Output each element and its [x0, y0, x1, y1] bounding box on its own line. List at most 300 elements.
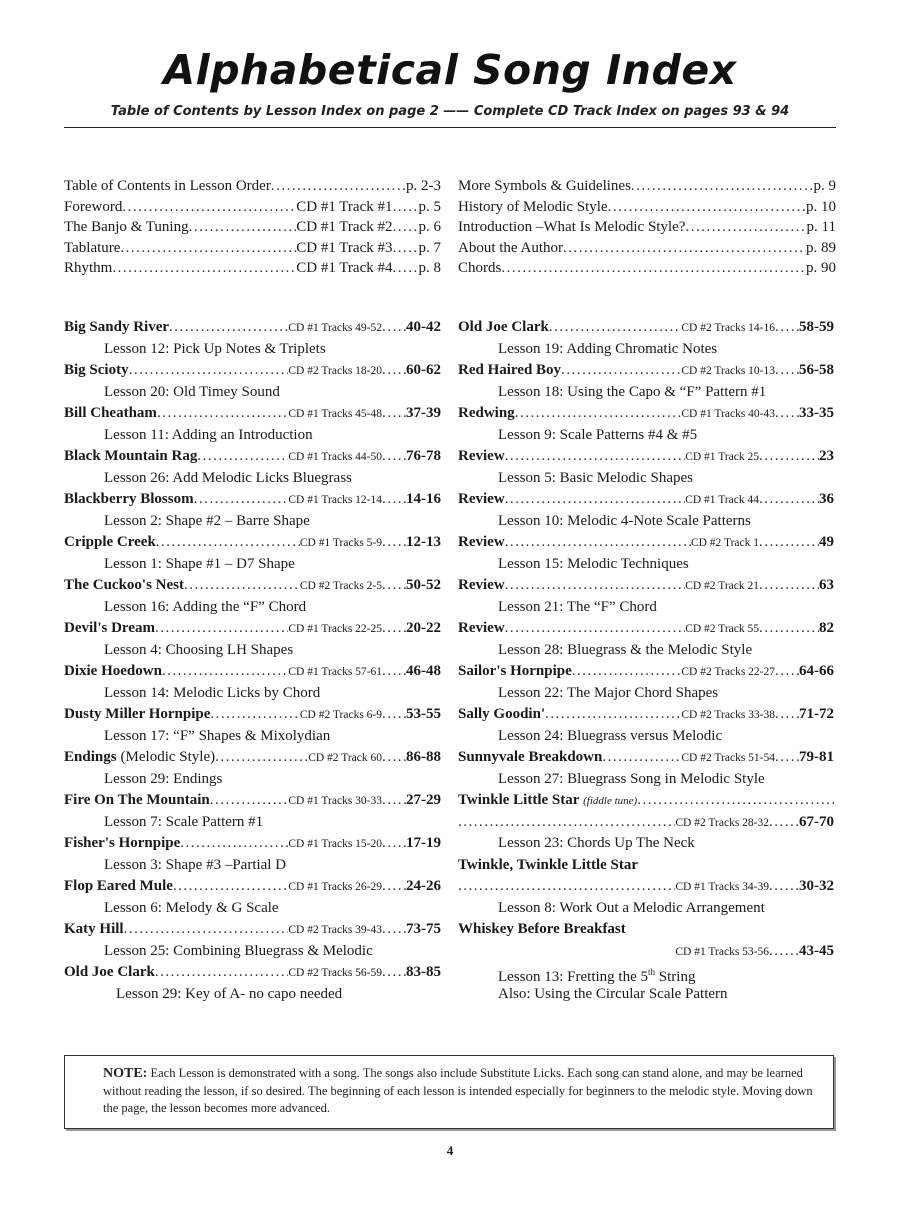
leader-dots — [210, 704, 300, 726]
lesson-label: Lesson 4: Choosing LH Shapes — [104, 641, 294, 658]
leader-dots — [122, 197, 296, 218]
toc-item-page: p. 10 — [806, 198, 836, 215]
song-entry — [458, 360, 834, 403]
leader-dots — [112, 258, 296, 279]
leader-dots — [180, 833, 288, 855]
cd-track: CD #1 Tracks 22-25 — [288, 623, 382, 635]
song-entry — [458, 489, 834, 532]
song-entry — [64, 618, 441, 661]
cd-track: CD #1 Tracks 45-48 — [288, 408, 382, 420]
page-title: Alphabetical Song Index — [163, 46, 737, 94]
cd-track: CD #2 Tracks 22-27 — [681, 666, 775, 678]
song-line — [458, 812, 834, 834]
toc-item-name: Rhythm — [64, 260, 113, 276]
lesson-superscript: th — [648, 967, 656, 977]
lesson-text: Lesson 13: Fretting the 5 — [498, 969, 648, 985]
song-entry — [64, 360, 441, 403]
song-entry — [64, 532, 441, 575]
lesson-label: Lesson 6: Melody & G Scale — [104, 899, 279, 916]
page-range: 58-59 — [799, 319, 834, 335]
cd-track: CD #2 Track 1 — [690, 537, 759, 549]
song-title: Sunnyvale Breakdown — [458, 749, 603, 765]
cd-track: CD #2 Tracks 28-32 — [675, 816, 769, 829]
song-line — [458, 704, 834, 726]
cd-track: CD #1 Tracks 40-43 — [681, 408, 775, 420]
song-title: Review — [458, 534, 505, 550]
page-subtitle: Table of Contents by Lesson Index on page 2 —— Complete CD Track Index on pages 93 & 94 — [110, 104, 790, 119]
lesson-label: Lesson 2: Shape #2 – Barre Shape — [104, 512, 310, 529]
song-entry — [458, 403, 834, 446]
lesson-label: Lesson 27: Bluegrass Song in Melodic Style — [498, 770, 765, 787]
toc-item-name: More Symbols & Guidelines — [458, 178, 631, 194]
note-text: Each Lesson is demonstrated with a song. The songs also include Substitute Licks. Each song can stand alone, and may be learned without reading the lesson, if so desired. The beginning of each lesson is intended especially for beginners to the melodic style. Moving down the page, the lesson becomes more advanced. — [103, 1066, 813, 1115]
song-line — [64, 489, 441, 511]
lesson-label: Lesson 23: Chords Up The Neck — [498, 835, 695, 851]
lesson-label: Lesson 14: Melodic Licks by Chord — [104, 684, 321, 701]
song-line — [64, 876, 441, 898]
page-range: 63 — [819, 577, 834, 593]
toc-item-page: p. 2-3 — [406, 178, 441, 194]
song-title: Black Mountain Rag — [64, 448, 198, 464]
page-range: 14-16 — [406, 491, 441, 507]
page-range: 49 — [819, 534, 834, 550]
cd-track: CD #1 Tracks 15-20 — [288, 838, 382, 850]
toc-row — [458, 238, 836, 259]
lesson-label: Lesson 16: Adding the “F” Chord — [104, 598, 307, 615]
leader-dots — [393, 258, 419, 279]
song-list-right — [458, 317, 834, 790]
lesson-label — [458, 962, 834, 984]
page-range: 64-66 — [799, 663, 834, 679]
leader-dots — [271, 176, 406, 197]
song-entry — [458, 575, 834, 618]
song-title: Review — [458, 620, 505, 636]
cd-track: CD #1 Tracks 44-50 — [288, 451, 382, 463]
toc-item-track: CD #1 Track #1 — [296, 198, 393, 215]
song-line — [64, 790, 441, 812]
page-range: 36 — [819, 491, 834, 507]
cd-track: CD #2 Tracks 51-54 — [681, 752, 775, 764]
toc-item-track: CD #1 Track #2 — [296, 219, 393, 235]
page-range: 37-39 — [406, 405, 441, 421]
page-range: 60-62 — [406, 362, 441, 378]
song-title: Fisher's Hornpipe — [64, 835, 181, 851]
lesson-label: Lesson 17: “F” Shapes & Mixolydian — [104, 727, 331, 744]
toc-item-name: Table of Contents in Lesson Order — [64, 178, 271, 194]
lesson-label: Lesson 29: Key of A- no capo needed — [116, 985, 343, 1002]
cd-track: CD #1 Tracks 26-29 — [288, 881, 382, 893]
leader-dots — [157, 403, 288, 425]
song-line — [458, 446, 834, 468]
leader-dots — [608, 197, 806, 218]
leader-dots — [215, 747, 308, 769]
song-title: Blackberry Blossom — [64, 491, 194, 507]
song-entry — [64, 876, 441, 919]
cd-track: CD #1 Tracks 30-33 — [288, 795, 382, 807]
title-divider — [64, 127, 836, 128]
song-line — [64, 575, 441, 597]
leader-dots — [393, 238, 419, 259]
song-entry — [458, 317, 834, 360]
song-title: Old Joe Clark — [64, 964, 155, 980]
leader-dots — [382, 489, 406, 511]
leader-dots — [769, 876, 799, 898]
leader-dots — [637, 790, 834, 812]
lesson-label: Lesson 20: Old Timey Sound — [104, 383, 280, 400]
leader-dots — [458, 812, 675, 834]
leader-dots — [775, 360, 799, 382]
song-title: Review — [458, 577, 505, 593]
song-title: Whiskey Before Breakfast — [458, 921, 626, 937]
page-range: 67-70 — [799, 813, 834, 830]
leader-dots — [197, 446, 288, 468]
song-title: Review — [458, 491, 505, 507]
song-title: Review — [458, 448, 505, 464]
song-title: Katy Hill — [64, 921, 124, 937]
toc-item-name: Introduction –What Is Melodic Style? — [458, 219, 686, 235]
song-line — [458, 876, 834, 898]
leader-dots — [775, 747, 799, 769]
page-range: 27-29 — [406, 792, 441, 808]
leader-dots — [382, 618, 406, 640]
song-qualifier: (Melodic Style) — [120, 749, 216, 765]
leader-dots — [769, 941, 799, 963]
cd-track: CD #1 Tracks 34-39 — [675, 881, 769, 893]
song-title: Cripple Creek — [64, 534, 156, 550]
lesson-label: Lesson 8: Work Out a Melodic Arrangement — [498, 899, 765, 916]
lesson-label: Lesson 9: Scale Patterns #4 & #5 — [498, 426, 698, 443]
front-matter-left — [64, 176, 441, 279]
page-number: 4 — [446, 1143, 454, 1158]
song-entry — [458, 446, 834, 489]
leader-dots — [382, 446, 406, 468]
song-title: Dixie Hoedown — [64, 663, 162, 679]
song-line — [64, 618, 441, 640]
cd-track: CD #2 Tracks 14-16 — [681, 322, 775, 334]
song-line — [458, 919, 834, 941]
leader-dots — [382, 532, 406, 554]
song-title: Sally Goodin' — [458, 706, 546, 722]
lesson-label: Lesson 15: Melodic Techniques — [498, 555, 689, 572]
song-entry — [458, 532, 834, 575]
lesson-label: Lesson 28: Bluegrass & the Melodic Style — [498, 641, 753, 658]
song-title: Devil's Dream — [64, 620, 155, 636]
page-range: 53-55 — [406, 706, 441, 722]
front-matter-right — [458, 176, 836, 279]
lesson-extra: Also: Using the Circular Scale Pattern — [498, 985, 728, 1002]
toc-row — [458, 217, 836, 238]
page-range: 17-19 — [406, 835, 441, 851]
song-title: Big Sandy River — [64, 319, 170, 335]
toc-item-page: p. 6 — [418, 219, 441, 235]
song-title: Dusty Miller Hornpipe — [64, 706, 211, 722]
toc-row — [458, 197, 836, 218]
leader-dots — [194, 489, 289, 511]
song-entry — [64, 575, 441, 618]
page-range: 40-42 — [406, 319, 441, 335]
song-line — [458, 360, 834, 382]
song-line — [458, 317, 834, 339]
song-line — [458, 790, 834, 812]
leader-dots — [458, 876, 675, 898]
leader-dots — [685, 217, 806, 238]
toc-row — [64, 197, 441, 218]
lesson-label: Lesson 21: The “F” Chord — [498, 598, 657, 615]
leader-dots — [382, 575, 406, 597]
page-range: 12-13 — [406, 534, 441, 550]
song-line — [458, 661, 834, 683]
page-range: 46-48 — [406, 663, 441, 679]
song-line — [458, 489, 834, 511]
song-title: Bill Cheatham — [64, 405, 157, 421]
cd-track: CD #2 Tracks 2-5 — [299, 580, 382, 592]
song-entry — [458, 661, 834, 704]
leader-dots — [505, 618, 686, 640]
song-line — [458, 941, 834, 963]
leader-dots — [156, 532, 300, 554]
song-entry — [64, 403, 441, 446]
song-entry — [64, 317, 441, 360]
page-range: 56-58 — [799, 362, 834, 378]
toc-row — [64, 217, 441, 238]
song-line — [64, 962, 441, 984]
leader-dots — [505, 489, 686, 511]
page-range: 20-22 — [406, 620, 441, 636]
leader-dots — [210, 790, 289, 812]
page-range: 83-85 — [406, 964, 441, 980]
toc-item-track: CD #1 Track #3 — [296, 239, 393, 256]
song-entry — [458, 704, 834, 747]
cd-track: CD #1 Tracks 53-56 — [675, 945, 769, 958]
leader-dots — [382, 919, 406, 941]
cd-track: CD #2 Track 21 — [685, 580, 759, 592]
song-title: Twinkle, Twinkle Little Star — [458, 856, 639, 873]
leader-dots — [501, 258, 806, 279]
song-entry — [64, 747, 441, 790]
song-line — [64, 747, 441, 769]
leader-dots — [124, 919, 289, 941]
note-label: NOTE: — [103, 1066, 148, 1081]
note-box — [64, 1055, 834, 1129]
toc-item-page: p. 7 — [418, 239, 441, 256]
toc-item-page: p. 5 — [418, 198, 441, 215]
toc-row — [458, 258, 836, 279]
leader-dots — [382, 403, 406, 425]
leader-dots — [505, 532, 691, 554]
toc-item-page: p. 89 — [806, 239, 836, 256]
song-note: (fiddle tune) — [583, 795, 638, 807]
leader-dots — [393, 197, 419, 218]
leader-dots — [561, 360, 681, 382]
song-index-right — [458, 317, 834, 1005]
song-entry — [458, 919, 834, 1005]
leader-dots — [155, 962, 289, 984]
toc-row — [64, 258, 441, 279]
song-entry — [64, 704, 441, 747]
song-entry — [64, 962, 441, 1005]
leader-dots — [120, 238, 296, 259]
leader-dots — [382, 962, 406, 984]
leader-dots — [759, 489, 819, 511]
leader-dots — [759, 532, 819, 554]
lesson-label: Lesson 5: Basic Melodic Shapes — [498, 469, 693, 486]
song-line — [64, 317, 441, 339]
leader-dots — [549, 317, 682, 339]
song-title: Old Joe Clark — [458, 319, 549, 335]
song-title: Big Scioty — [64, 362, 129, 378]
song-line — [458, 403, 834, 425]
leader-dots — [155, 618, 288, 640]
leader-dots — [382, 876, 406, 898]
toc-item-name: Tablature — [64, 239, 121, 256]
song-title: Red Haired Boy — [458, 362, 562, 378]
song-entry — [458, 855, 834, 920]
leader-dots — [393, 217, 419, 238]
page-range: 23 — [819, 448, 834, 464]
leader-dots — [602, 747, 681, 769]
song-line — [458, 532, 834, 554]
lesson-label: Lesson 11: Adding an Introduction — [104, 426, 313, 443]
leader-dots — [759, 618, 819, 640]
cd-track: CD #2 Tracks 39-43 — [288, 924, 382, 936]
song-entry — [64, 833, 441, 876]
leader-dots — [382, 747, 406, 769]
toc-row — [64, 238, 441, 259]
lesson-label: Lesson 19: Adding Chromatic Notes — [498, 340, 718, 357]
toc-item-page: p. 11 — [806, 219, 836, 235]
song-entry — [458, 747, 834, 790]
song-title: Endings — [64, 749, 117, 765]
toc-item-page: p. 9 — [813, 178, 836, 194]
song-line — [458, 618, 834, 640]
page-range: 86-88 — [406, 749, 441, 765]
song-line — [64, 446, 441, 468]
leader-dots — [184, 575, 300, 597]
song-entry — [458, 790, 834, 855]
cd-track: CD #2 Tracks 56-59 — [288, 967, 382, 979]
lesson-label: Lesson 18: Using the Capo & “F” Pattern #1 — [498, 383, 767, 400]
page-range: 33-35 — [799, 405, 834, 421]
page-range: 50-52 — [406, 577, 441, 593]
leader-dots — [775, 661, 799, 683]
leader-dots — [505, 446, 686, 468]
lesson-label: Lesson 29: Endings — [104, 770, 223, 787]
leader-dots — [563, 238, 806, 259]
leader-dots — [382, 833, 406, 855]
leader-dots — [382, 790, 406, 812]
lesson-label: Lesson 12: Pick Up Notes & Triplets — [104, 340, 326, 357]
leader-dots — [382, 360, 406, 382]
song-line — [64, 833, 441, 855]
song-title: Sailor's Hornpipe — [458, 663, 572, 679]
leader-dots — [162, 661, 288, 683]
song-entry — [64, 489, 441, 532]
song-entry — [64, 790, 441, 833]
song-line — [458, 855, 834, 877]
song-line — [458, 575, 834, 597]
song-line — [64, 403, 441, 425]
song-index-left — [64, 317, 441, 1005]
lesson-text: String — [655, 969, 696, 985]
lesson-label: Lesson 7: Scale Pattern #1 — [104, 813, 264, 830]
cd-track: CD #2 Track 55 — [685, 623, 759, 635]
song-line — [64, 532, 441, 554]
song-line — [458, 747, 834, 769]
toc-item-name: Foreword — [64, 198, 123, 215]
song-title: Fire On The Mountain — [64, 792, 210, 808]
toc-item-name: History of Melodic Style — [458, 198, 608, 215]
page-range: 30-32 — [799, 878, 834, 894]
toc-item-name: About the Author — [458, 239, 563, 256]
leader-dots — [129, 360, 289, 382]
cd-track: CD #2 Tracks 18-20 — [288, 365, 382, 377]
cd-track: CD #1 Track 25 — [685, 451, 759, 463]
leader-dots — [382, 661, 406, 683]
cd-track: CD #1 Tracks 12-14 — [288, 494, 382, 506]
song-title: The Cuckoo's Nest — [64, 577, 185, 593]
lesson-label: Lesson 26: Add Melodic Licks Bluegrass — [104, 469, 352, 486]
leader-dots — [572, 661, 682, 683]
page-range: 71-72 — [799, 706, 834, 722]
leader-dots — [631, 176, 814, 197]
toc-row — [64, 176, 441, 197]
song-title: Redwing — [458, 405, 515, 421]
page-range: 82 — [819, 620, 834, 636]
page-range: 43-45 — [799, 942, 834, 959]
cd-track: CD #2 Tracks 6-9 — [299, 709, 382, 721]
toc-item-name: The Banjo & Tuning — [64, 219, 189, 235]
leader-dots — [505, 575, 686, 597]
leader-dots — [169, 317, 288, 339]
toc-item-track: CD #1 Track #4 — [296, 260, 393, 276]
cd-track: CD #1 Tracks 49-52 — [288, 322, 382, 334]
lesson-label: Lesson 1: Shape #1 – D7 Shape — [104, 555, 295, 572]
leader-dots — [769, 812, 799, 834]
cd-track: CD #1 Tracks 5-9 — [299, 537, 382, 549]
lesson-label: Lesson 22: The Major Chord Shapes — [498, 684, 719, 701]
toc-row — [458, 176, 836, 197]
leader-dots — [775, 317, 799, 339]
lesson-label: Lesson 3: Shape #3 –Partial D — [104, 856, 287, 873]
leader-dots — [759, 575, 819, 597]
lesson-label: Lesson 24: Bluegrass versus Melodic — [498, 727, 723, 744]
song-entry — [64, 661, 441, 704]
leader-dots — [382, 704, 406, 726]
toc-item-page: p. 8 — [418, 260, 441, 276]
toc-item-name: Chords — [458, 260, 502, 276]
song-entry — [64, 919, 441, 962]
song-entry — [458, 618, 834, 661]
cd-track: CD #1 Track 44 — [685, 494, 759, 506]
song-entry — [64, 446, 441, 489]
song-line — [64, 704, 441, 726]
leader-dots — [173, 876, 289, 898]
leader-dots — [515, 403, 682, 425]
page-range: 76-78 — [406, 448, 441, 464]
leader-dots — [545, 704, 681, 726]
leader-dots — [382, 317, 406, 339]
cd-track: CD #2 Track 60 — [308, 752, 382, 764]
leader-dots — [759, 446, 819, 468]
song-title: Twinkle Little Star — [458, 792, 580, 808]
song-line — [64, 661, 441, 683]
toc-item-page: p. 90 — [806, 260, 836, 276]
song-line — [64, 919, 441, 941]
cd-track: CD #2 Tracks 33-38 — [681, 709, 775, 721]
page-range: 79-81 — [799, 749, 834, 765]
lesson-label: Lesson 10: Melodic 4-Note Scale Patterns — [498, 512, 751, 529]
lesson-label: Lesson 25: Combining Bluegrass & Melodic — [104, 942, 373, 959]
